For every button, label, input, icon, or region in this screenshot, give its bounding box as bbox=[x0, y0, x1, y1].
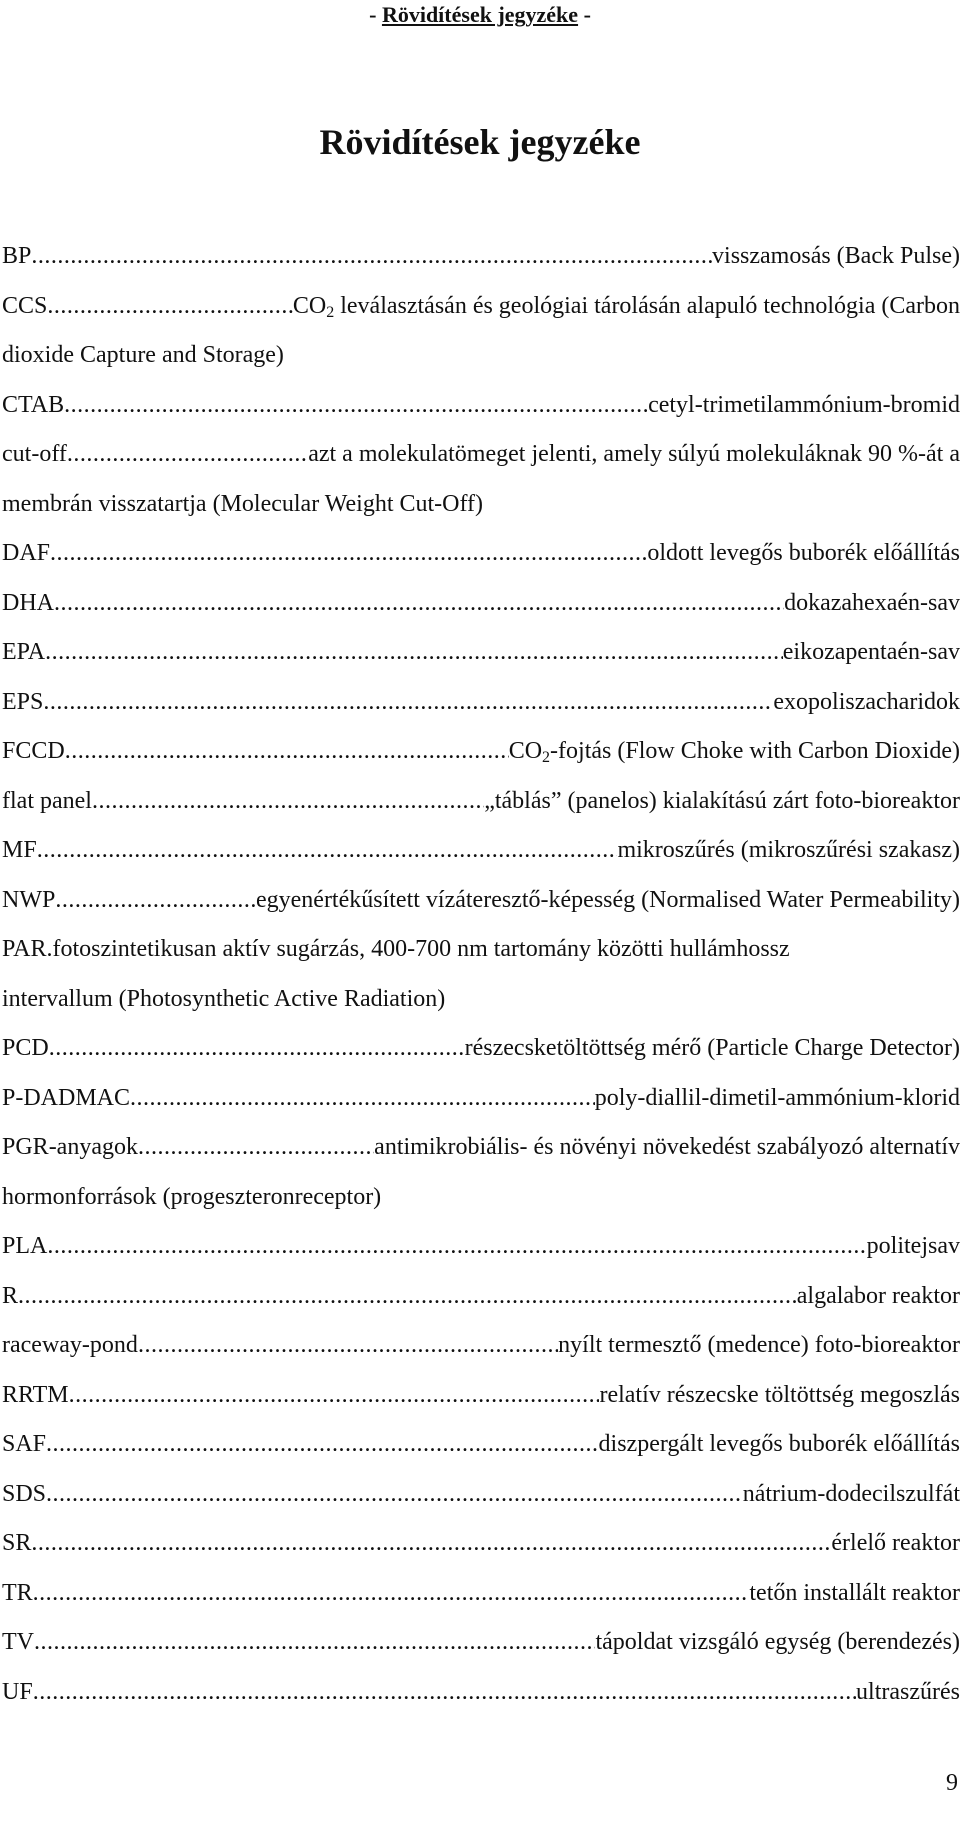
abbreviation-entry bbox=[2, 579, 960, 629]
definition-prefix: CO bbox=[508, 738, 543, 764]
entry-definition bbox=[783, 628, 960, 678]
entry-definition bbox=[784, 579, 960, 629]
dot-leader bbox=[50, 529, 647, 579]
entry-line bbox=[2, 1519, 960, 1569]
entry-line bbox=[2, 876, 960, 926]
header-suffix: - bbox=[578, 2, 591, 27]
definition-text: visszamosás (Back Pulse) bbox=[712, 243, 960, 269]
entry-definition bbox=[617, 826, 960, 876]
entry-abbreviation: SAF bbox=[2, 1431, 47, 1457]
definition-text: nyílt termesztő (medence) foto-bioreaktor bbox=[558, 1332, 960, 1358]
abbreviation-entry bbox=[2, 1420, 960, 1470]
definition-text: leválasztásán és geológiai tárolásán alapuló technológia (Carbon bbox=[334, 292, 960, 319]
entry-definition bbox=[558, 1321, 960, 1371]
entry-line bbox=[2, 1272, 960, 1322]
entry-line bbox=[2, 1470, 960, 1520]
definition-text: „táblás” (panelos) kialakítású zárt foto-bioreaktor bbox=[484, 787, 960, 814]
entry-line bbox=[2, 579, 960, 629]
entry-definition bbox=[867, 1222, 960, 1272]
entry-abbreviation: R bbox=[2, 1282, 19, 1309]
abbreviation-entry bbox=[2, 1024, 960, 1074]
definition-text: részecsketöltöttség mérő (Particle Charge Detector) bbox=[464, 1035, 960, 1061]
entry-line bbox=[2, 430, 960, 480]
definition-text: politejsav bbox=[866, 1233, 960, 1259]
dot-leader bbox=[47, 1222, 866, 1272]
entry-definition bbox=[831, 1519, 960, 1569]
entry-line bbox=[2, 232, 960, 282]
entry-definition bbox=[293, 282, 960, 332]
abbreviation-entry bbox=[2, 1074, 960, 1124]
entry-line bbox=[2, 1371, 960, 1421]
definition-text: nátrium-dodecilszulfát bbox=[742, 1480, 960, 1507]
dot-leader bbox=[138, 1123, 374, 1173]
header-prefix: - bbox=[369, 2, 382, 27]
entry-abbreviation: flat panel bbox=[2, 787, 92, 814]
abbreviation-entry bbox=[2, 925, 960, 1024]
entry-line bbox=[2, 529, 960, 579]
abbreviation-entry bbox=[2, 381, 960, 431]
definition-text: relatív részecske töltöttség megoszlás bbox=[599, 1381, 960, 1408]
abbreviation-entry bbox=[2, 628, 960, 678]
entry-line bbox=[2, 1569, 960, 1619]
entry-abbreviation: SDS bbox=[2, 1480, 47, 1507]
abbreviation-entry bbox=[2, 1618, 960, 1668]
definition-text: ultraszűrés bbox=[856, 1678, 960, 1705]
entry-line bbox=[2, 628, 960, 678]
entry-line bbox=[2, 826, 960, 876]
definition-text: cetyl-trimetilammónium-bromid bbox=[648, 391, 960, 418]
entry-definition bbox=[599, 1371, 960, 1421]
entry-definition bbox=[773, 678, 960, 728]
definition-text: tápoldat vizsgáló egység (berendezés) bbox=[595, 1629, 960, 1655]
dot-leader bbox=[55, 876, 256, 926]
dot-leader bbox=[33, 1668, 856, 1718]
entry-line bbox=[2, 381, 960, 431]
entry-abbreviation: NWP bbox=[2, 886, 56, 913]
entry-definition bbox=[484, 777, 960, 827]
entry-line bbox=[2, 1420, 960, 1470]
entry-abbreviation: PCD bbox=[2, 1035, 49, 1061]
entry-abbreviation: DHA bbox=[2, 589, 54, 616]
entry-continuation: membrán visszatartja (Molecular Weight Cut-Off) bbox=[2, 490, 484, 517]
definition-text: exopoliszacharidok bbox=[773, 688, 960, 715]
entry-continuation: hormonforrások (progeszteronreceptor) bbox=[2, 1183, 382, 1210]
entry-line bbox=[2, 678, 960, 728]
entry-line bbox=[2, 1668, 960, 1718]
page-number: 9 bbox=[946, 1770, 958, 1796]
entry-definition bbox=[599, 1420, 960, 1470]
entry-continuation: dioxide Capture and Storage) bbox=[2, 342, 284, 368]
entry-abbreviation: BP bbox=[2, 243, 32, 269]
dot-leader bbox=[67, 430, 308, 480]
abbreviation-entry bbox=[2, 1668, 960, 1718]
entry-abbreviation: RRTM bbox=[2, 1381, 69, 1408]
dot-leader bbox=[49, 1024, 465, 1074]
entry-line bbox=[2, 282, 960, 332]
page-title: Rövidítések jegyzéke bbox=[319, 122, 641, 162]
dot-leader bbox=[45, 628, 783, 678]
entry-abbreviation: CCS bbox=[2, 292, 48, 319]
dot-leader bbox=[65, 727, 509, 777]
abbreviation-entry bbox=[2, 826, 960, 876]
entry-definition bbox=[374, 1123, 960, 1173]
entry-abbreviation: CTAB bbox=[2, 391, 65, 418]
entry-definition bbox=[749, 1569, 960, 1619]
entry-definition bbox=[743, 1470, 960, 1520]
abbreviation-entry bbox=[2, 1371, 960, 1421]
abbreviation-entry bbox=[2, 777, 960, 827]
entry-definition bbox=[712, 232, 960, 282]
dot-leader bbox=[64, 381, 648, 431]
entry-line bbox=[2, 727, 960, 777]
entry-abbreviation: UF bbox=[2, 1678, 33, 1705]
entry-abbreviation: P-DADMAC bbox=[2, 1084, 131, 1111]
dot-leader bbox=[37, 826, 618, 876]
entry-abbreviation: FCCD bbox=[2, 738, 65, 764]
definition-prefix: CO bbox=[292, 292, 327, 319]
definition-text: azt a molekulatömeget jelenti, amely súlyú molekuláknak 90 %-át a bbox=[308, 441, 960, 467]
abbreviation-entry bbox=[2, 1321, 960, 1371]
entry-abbreviation: TV bbox=[2, 1629, 34, 1655]
entry-line bbox=[2, 777, 960, 827]
entry-definition bbox=[595, 1074, 960, 1124]
dot-leader bbox=[33, 1569, 750, 1619]
definition-text: .fotoszintetikusan aktív sugárzás, 400-700 nm tartomány közötti hullámhossz bbox=[46, 936, 790, 962]
entry-line bbox=[2, 1321, 960, 1371]
abbreviation-entry bbox=[2, 678, 960, 728]
entry-abbreviation: MF bbox=[2, 837, 37, 863]
entry-line bbox=[2, 1074, 960, 1124]
abbreviation-entry bbox=[2, 727, 960, 777]
dot-leader bbox=[31, 232, 712, 282]
running-header bbox=[0, 0, 960, 30]
abbreviation-entry bbox=[2, 1123, 960, 1222]
definition-text: antimikrobiális- és növényi növekedést szabályozó alternatív bbox=[374, 1134, 960, 1160]
entry-line bbox=[2, 1024, 960, 1074]
entry-abbreviation: EPS bbox=[2, 688, 44, 715]
header-title: Rövidítések jegyzéke bbox=[381, 2, 579, 27]
dot-leader bbox=[47, 282, 293, 332]
definition-text: poly-diallil-dimetil-ammónium-klorid bbox=[594, 1084, 960, 1111]
entry-line bbox=[2, 1123, 960, 1173]
abbreviation-entry bbox=[2, 1222, 960, 1272]
dot-leader bbox=[46, 1470, 743, 1520]
entry-definition bbox=[595, 1618, 960, 1668]
entry-definition bbox=[465, 1024, 960, 1074]
definition-subscript: 2 bbox=[326, 303, 335, 321]
dot-leader bbox=[46, 1420, 599, 1470]
definition-text: dokazahexaén-sav bbox=[784, 589, 960, 616]
definition-text: diszpergált levegős buborék előállítás bbox=[598, 1431, 960, 1457]
entry-definition bbox=[856, 1668, 960, 1718]
definition-text: eikozapentaén-sav bbox=[782, 639, 960, 665]
dot-leader bbox=[34, 1618, 595, 1668]
definition-text: érlelő reaktor bbox=[831, 1530, 960, 1556]
definition-text: egyenértékűsített vízáteresztő-képesség (Normalised Water Permeability) bbox=[255, 886, 960, 913]
dot-leader bbox=[69, 1371, 600, 1421]
abbreviation-entry bbox=[2, 1569, 960, 1619]
abbreviation-list bbox=[2, 232, 960, 1717]
dot-leader bbox=[43, 678, 773, 728]
definition-text: mikroszűrés (mikroszűrési szakasz) bbox=[617, 837, 960, 863]
entry-abbreviation: PAR bbox=[2, 936, 47, 962]
dot-leader bbox=[138, 1321, 558, 1371]
definition-text: -fojtás (Flow Choke with Carbon Dioxide) bbox=[550, 738, 960, 764]
entry-definition bbox=[509, 727, 960, 777]
entry-line bbox=[2, 1618, 960, 1668]
abbreviation-entry bbox=[2, 529, 960, 579]
abbreviation-entry bbox=[2, 232, 960, 282]
entry-abbreviation: TR bbox=[2, 1579, 33, 1606]
definition-text: oldott levegős buborék előállítás bbox=[647, 540, 960, 566]
abbreviation-entry bbox=[2, 1272, 960, 1322]
entry-definition bbox=[648, 381, 960, 431]
entry-abbreviation: DAF bbox=[2, 540, 51, 566]
entry-definition bbox=[256, 876, 960, 926]
entry-definition bbox=[46, 925, 789, 975]
entry-definition bbox=[647, 529, 960, 579]
entry-definition bbox=[308, 430, 960, 480]
entry-abbreviation: cut-off bbox=[2, 441, 67, 467]
abbreviation-entry bbox=[2, 1519, 960, 1569]
entry-abbreviation: EPA bbox=[2, 639, 46, 665]
dot-leader bbox=[18, 1272, 797, 1322]
entry-abbreviation: raceway-pond bbox=[2, 1332, 138, 1358]
abbreviation-entry bbox=[2, 1470, 960, 1520]
abbreviation-entry bbox=[2, 876, 960, 926]
entry-abbreviation: SR bbox=[2, 1530, 32, 1556]
dot-leader bbox=[130, 1074, 595, 1124]
dot-leader bbox=[54, 579, 784, 629]
abbreviation-entry bbox=[2, 430, 960, 529]
definition-subscript: 2 bbox=[542, 749, 551, 766]
entry-abbreviation: PLA bbox=[2, 1233, 48, 1259]
entry-line bbox=[2, 1222, 960, 1272]
definition-text: tetőn installált reaktor bbox=[749, 1579, 960, 1606]
abbreviation-entry bbox=[2, 282, 960, 381]
entry-definition bbox=[797, 1272, 960, 1322]
entry-line bbox=[2, 925, 960, 975]
definition-text: algalabor reaktor bbox=[796, 1282, 960, 1309]
entry-abbreviation: PGR-anyagok bbox=[2, 1134, 138, 1160]
entry-continuation: intervallum (Photosynthetic Active Radiation) bbox=[2, 985, 446, 1012]
dot-leader bbox=[92, 777, 484, 827]
dot-leader bbox=[31, 1519, 831, 1569]
